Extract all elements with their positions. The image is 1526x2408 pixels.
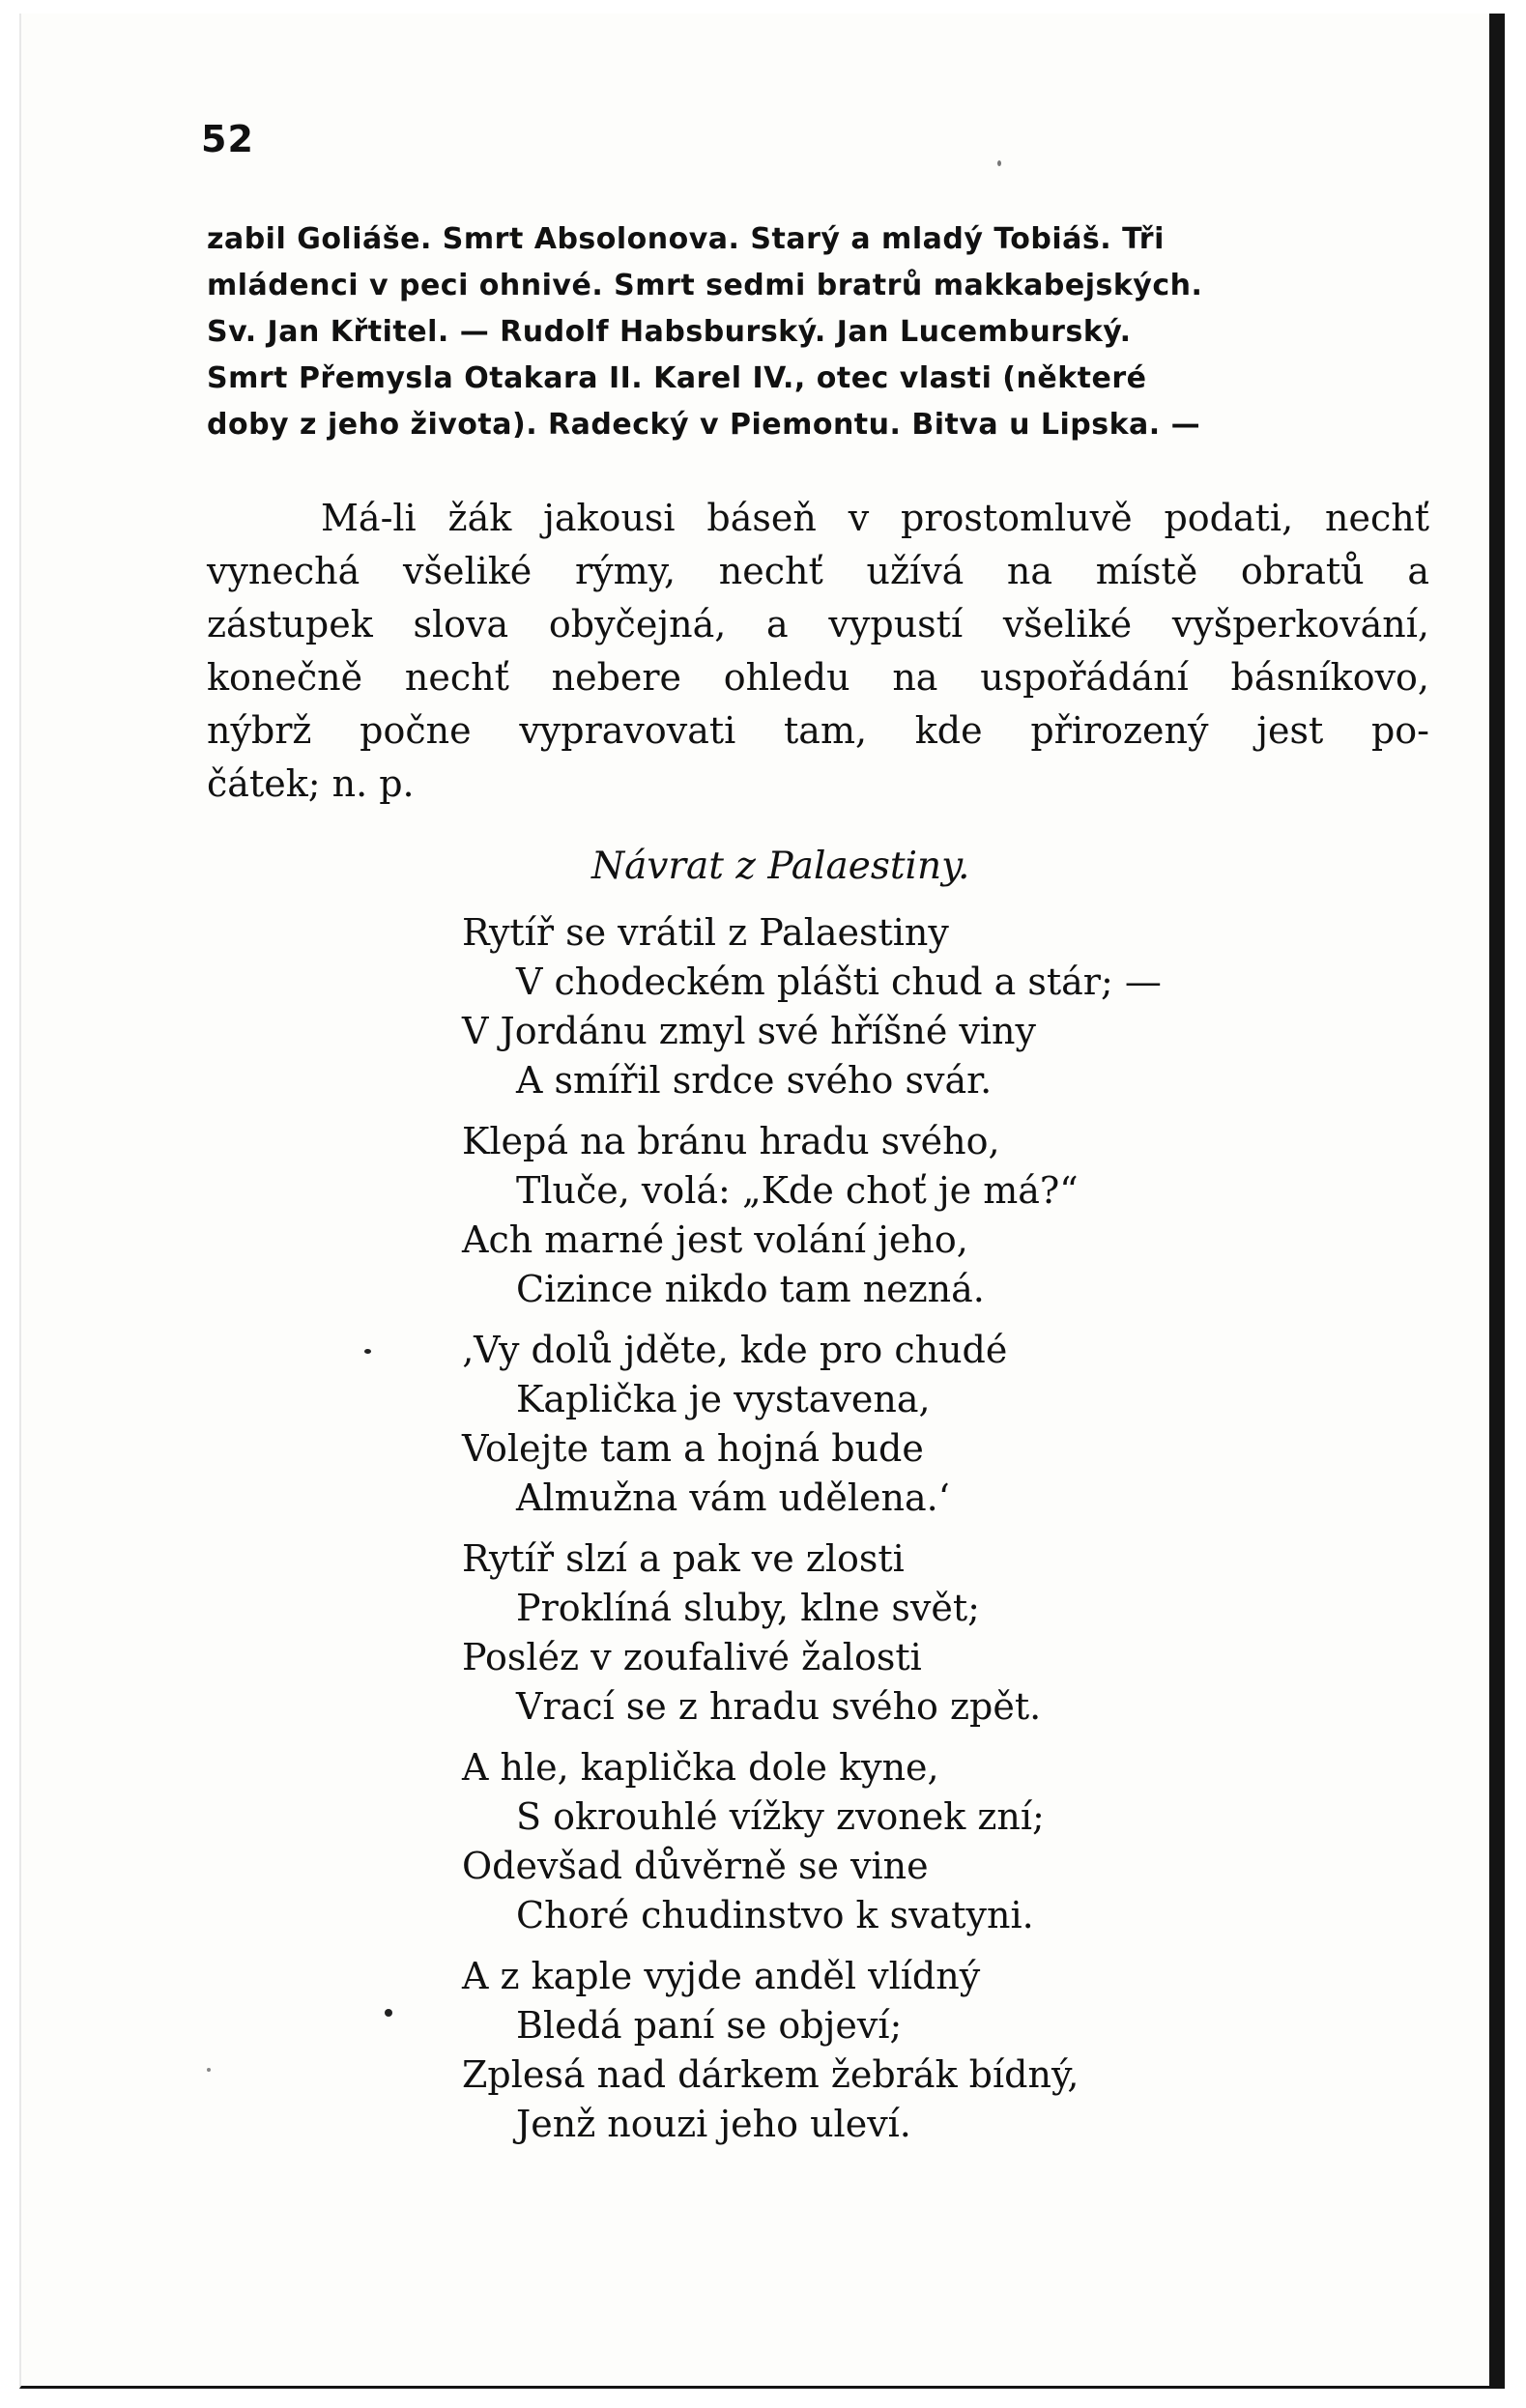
poem-line: V Jordánu zmyl své hříšné viny [462, 1010, 1036, 1052]
poem-line: Rytíř se vrátil z Palaestiny [462, 911, 949, 954]
poem-stanza [462, 1743, 1162, 1940]
poem-stanza [462, 1952, 1162, 2149]
paragraph-line: vynechá všeliké rýmy, nechť užívá na místě obratů a [207, 550, 1429, 592]
poem-stanza [462, 1534, 1162, 1732]
page-number: 52 [201, 118, 254, 160]
topics-line: doby z jeho života). Radecký v Piemontu. Bitva u Lipska. — [207, 408, 1201, 442]
topics-line: Smrt Přemysla Otakara II. Karel IV., otec vlasti (některé [207, 361, 1147, 395]
poem-line: Posléz v zoufalivé žalosti [462, 1636, 922, 1678]
poem-stanza [462, 1117, 1162, 1314]
poem-title: Návrat z Palaestiny. [591, 845, 970, 888]
paragraph-line: čátek; n. p. [207, 762, 415, 805]
paragraph-line: Má-li žák jakousi báseň v prostomluvě podati, nechť [321, 497, 1429, 539]
poem-line: Kaplička je vystavena, [516, 1378, 931, 1420]
poem-line: Rytíř slzí a pak ve zlosti [462, 1537, 905, 1580]
poem-line: A smířil srdce svého svár. [516, 1059, 993, 1102]
poem-stanza [462, 1326, 1162, 1523]
ink-speck [207, 2068, 211, 2072]
poem-line: Zplesá nad dárkem žebrák bídný, [462, 2053, 1080, 2096]
topics-list [207, 216, 1429, 448]
topics-line: zabil Goliáše. Smrt Absolonova. Starý a mladý Tobiáš. Tři [207, 222, 1165, 256]
poem-line: Vrací se z hradu svého zpět. [516, 1685, 1042, 1728]
poem-line: Odevšad důvěrně se vine [462, 1845, 929, 1887]
poem [462, 908, 1162, 2161]
poem-line: Klepá na bránu hradu svého, [462, 1120, 1000, 1162]
poem-line: Tluče, volá: „Kde choť je má?“ [516, 1169, 1079, 1212]
ink-speck [997, 160, 1001, 166]
poem-line: Almužna vám udělena.‘ [516, 1476, 950, 1519]
poem-line: A z kaple vyjde anděl vlídný [462, 1955, 981, 1997]
poem-line: Volejte tam a hojná bude [462, 1427, 924, 1470]
book-page [19, 14, 1505, 2389]
paragraph-line: zástupek slova obyčejná, a vypustí všeliké vyšperkování, [207, 603, 1429, 645]
paragraph-line: konečně nechť nebere ohledu na uspořádání básníkovo, [207, 656, 1429, 699]
poem-line: Jenž nouzi jeho uleví. [516, 2103, 911, 2145]
poem-line: Choré chudinstvo k svatyni. [516, 1894, 1034, 1936]
topics-line: mládenci v peci ohnivé. Smrt sedmi bratrů makkabejských. [207, 269, 1203, 302]
poem-line: Cizince nikdo tam nezná. [516, 1268, 985, 1310]
poem-line: A hle, kaplička dole kyne, [462, 1746, 939, 1789]
poem-line: Proklíná sluby, klne svět; [516, 1587, 980, 1629]
poem-stanza [462, 908, 1162, 1105]
instruction-paragraph [207, 492, 1429, 811]
poem-line: Bledá paní se objeví; [516, 2004, 903, 2047]
poem-line: S okrouhlé vížky zvonek zní; [516, 1795, 1045, 1838]
poem-line: ‚Vy dolů jděte, kde pro chudé [462, 1329, 1008, 1371]
topics-line: Sv. Jan Křtitel. — Rudolf Habsburský. Jan Lucemburský. [207, 315, 1132, 349]
poem-line: Ach marné jest volání jeho, [462, 1218, 968, 1261]
ink-speck [385, 2009, 392, 2017]
ink-speck [364, 1349, 371, 1354]
poem-line: V chodeckém plášti chud a stár; — [516, 960, 1162, 1003]
paragraph-line: nýbrž počne vypravovati tam, kde přirozený jest po- [207, 709, 1429, 752]
